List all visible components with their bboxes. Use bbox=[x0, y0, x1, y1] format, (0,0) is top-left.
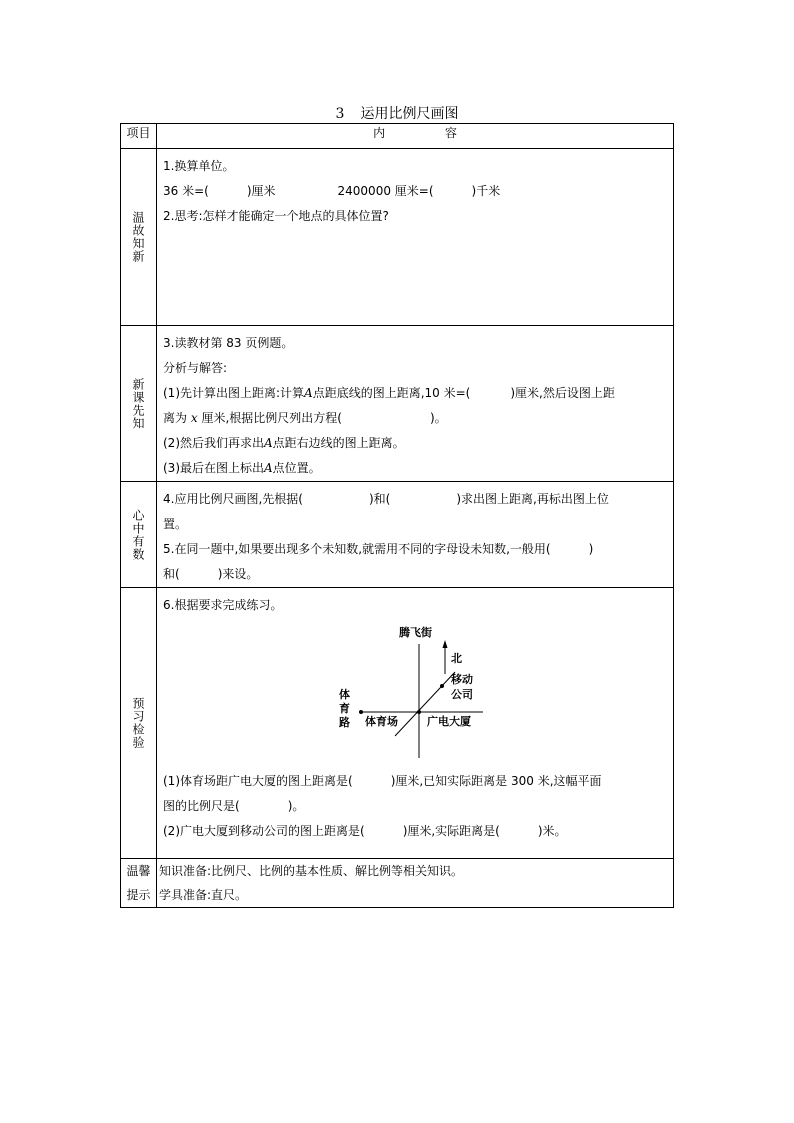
stadium-point bbox=[359, 710, 363, 714]
question-4-line-1: 4.应用比例尺画图,先根据( )和( )求出图上距离,再标出图上位 bbox=[163, 492, 609, 506]
street-map-diagram bbox=[163, 618, 703, 766]
company-label-1: 移动 bbox=[451, 673, 473, 686]
section-preview bbox=[121, 588, 674, 859]
section-new bbox=[121, 326, 674, 482]
question-1: 1.换算单位。 bbox=[163, 159, 235, 173]
question-1-blanks: 36 米=( )厘米 2400000 厘米=( )千米 bbox=[163, 184, 501, 198]
section-content-new bbox=[157, 326, 674, 482]
part-1-line-1: (1)体育场距广电大厦的图上距离是( )厘米,已知实际距离是 300 米,这幅平面 bbox=[163, 774, 602, 788]
part-2: (2)广电大厦到移动公司的图上距离是( )厘米,实际距离是( )米。 bbox=[163, 824, 567, 838]
section-mind bbox=[121, 482, 674, 588]
section-label-tips: 温馨 提示 bbox=[121, 859, 157, 908]
section-review bbox=[121, 149, 674, 326]
section-content-tips bbox=[157, 859, 674, 908]
road-label-3: 路 bbox=[339, 716, 350, 729]
title-text: 运用比例尺画图 bbox=[360, 106, 459, 122]
section-content-review bbox=[157, 149, 674, 326]
section-content-preview bbox=[157, 588, 674, 859]
section-label-review: 温故知新 bbox=[121, 149, 157, 326]
header-item: 项目 bbox=[121, 124, 157, 149]
tip-knowledge: 知识准备:比例尺、比例的基本性质、解比例等相关知识。 bbox=[159, 864, 464, 878]
north-label: 北 bbox=[451, 652, 462, 665]
question-5-line-2: 和( )来设。 bbox=[163, 567, 259, 581]
step-3: (3)最后在图上标出A点位置。 bbox=[163, 461, 321, 475]
stadium-label: 体育场 bbox=[365, 715, 398, 728]
question-2: 2.思考:怎样才能确定一个地点的具体位置? bbox=[163, 209, 389, 223]
section-label-new: 新课先知 bbox=[121, 326, 157, 482]
question-4-line-2: 置。 bbox=[163, 517, 188, 531]
north-arrow-head bbox=[443, 640, 448, 648]
title-number: 3 bbox=[335, 106, 345, 122]
question-6: 6.根据要求完成练习。 bbox=[163, 598, 283, 612]
section-label-mind: 心中有数 bbox=[121, 482, 157, 588]
step-1-line-1: (1)先计算出图上距离:计算A点距底线的图上距离,10 米=( )厘米,然后设图上距 bbox=[163, 386, 615, 400]
road-label-1: 体 bbox=[339, 688, 350, 701]
header-content: 内 容 bbox=[157, 124, 674, 149]
question-5-line-1: 5.在同一题中,如果要出现多个未知数,就需用不同的字母设未知数,一般用( ) bbox=[163, 542, 594, 556]
analysis-heading: 分析与解答: bbox=[163, 361, 228, 375]
road-label-2: 育 bbox=[339, 702, 350, 715]
section-tips bbox=[121, 859, 674, 908]
page-title bbox=[0, 103, 794, 123]
question-3: 3.读教材第 83 页例题。 bbox=[163, 336, 294, 350]
step-2: (2)然后我们再求出A点距右边线的图上距离。 bbox=[163, 436, 405, 450]
tip-tools: 学具准备:直尺。 bbox=[159, 888, 248, 902]
tower-label: 广电大厦 bbox=[427, 715, 471, 728]
street-label: 腾飞街 bbox=[399, 626, 432, 639]
company-point bbox=[440, 684, 444, 688]
header-row bbox=[121, 124, 674, 149]
step-1-line-2: 离为 x 厘米,根据比例尺列出方程( )。 bbox=[163, 411, 447, 425]
tower-point bbox=[417, 710, 421, 714]
section-content-mind bbox=[157, 482, 674, 588]
section-label-preview: 预习检验 bbox=[121, 588, 157, 859]
part-1-line-2: 图的比例尺是( )。 bbox=[163, 799, 305, 813]
company-label-2: 公司 bbox=[451, 688, 473, 701]
worksheet-table bbox=[120, 123, 674, 908]
